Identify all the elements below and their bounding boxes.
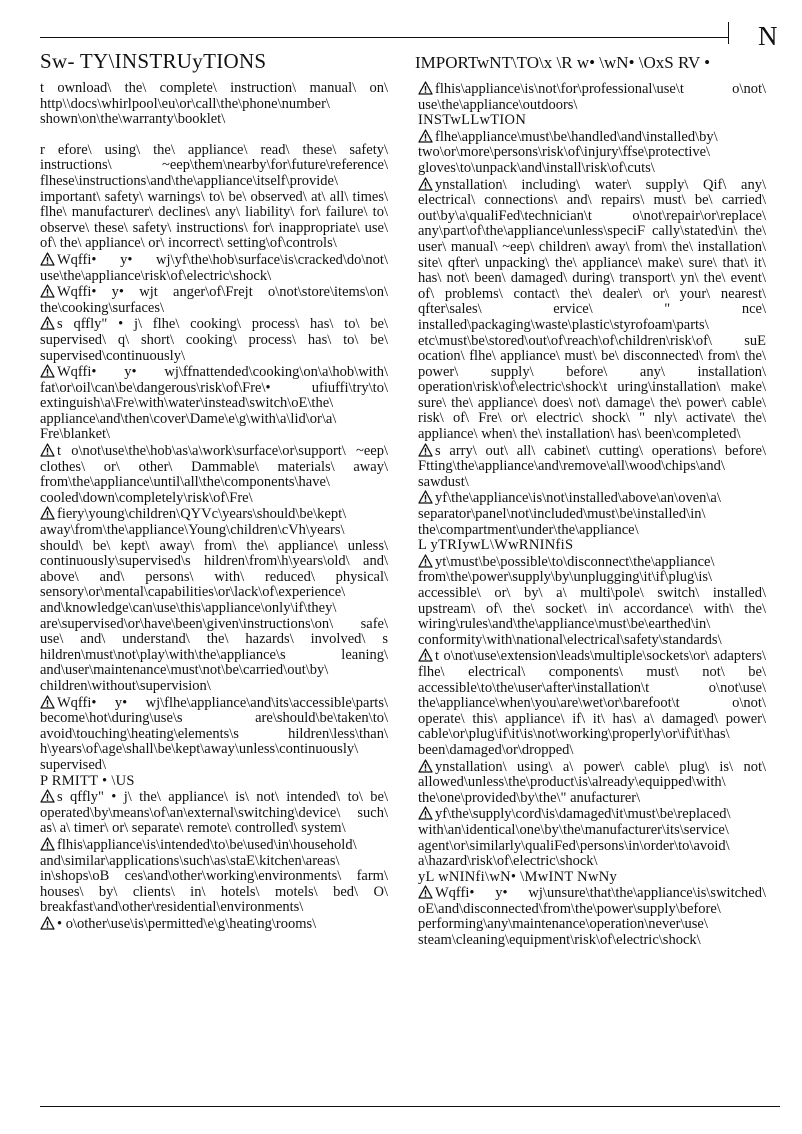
- paragraph-text: yf\the\supply\cord\is\damaged\it\must\be\replaced\ with\an\identical\one\by\the\manufacturer\its\service\ agent\or\similarly\qualiFed\persons\in\order\to\avoid\ a\hazard\risk\of\electric\shock\: [418, 806, 731, 870]
- subheading-permitted-use: P RMITT • \US: [40, 772, 135, 789]
- paragraph-text: Wqffi• y• wj\flhe\appliance\and\its\accessible\parts\ become\hot\during\use\s are\should\be\taken\to\ avoid\touching\heating\elements\s hildren\less\than\ h\years\of\age\shall\be\kept\away\unless\continuously\ supervised\: [40, 694, 388, 773]
- warning-triangle-icon: [40, 364, 55, 378]
- paragraph-text: Wqffi• y• wj\unsure\that\the\appliance\is\switched\ oE\and\disconnected\from\the\power\supply\before\ performing\any\maintenance\operation\never\use\ steam\cleaning\equipment\risk\of\electric\shock\: [418, 885, 766, 949]
- subheading-electrical-warnings: L yTRIywL\WwRNINfiS: [418, 537, 574, 554]
- paragraph-text: Wqffi• y• wjt anger\of\Frejt o\not\store\items\on\ the\cooking\surfaces\: [40, 284, 388, 316]
- warning-paragraph: [40, 284, 388, 316]
- warning-paragraph: [40, 789, 388, 837]
- warning-triangle-icon: [40, 252, 55, 266]
- subheading-cleaning-maintenance: yL wNINfi\wN• \MwINT NwNy: [418, 868, 618, 885]
- warning-paragraph: [418, 648, 766, 758]
- warning-paragraph: [418, 129, 766, 177]
- paragraph-text: s qffly" • j\ flhe\ cooking\ process\ has\ to\ be\ supervised\ q\ short\ cooking\ process\ has\ to\ be\ supervised\continuously\: [40, 316, 388, 364]
- paragraph-text: flhis\appliance\is\not\for\professional\use\t o\not\ use\the\appliance\outdoors\: [418, 81, 766, 113]
- paragraph-text: yt\must\be\possible\to\disconnect\the\appliance\ from\the\power\supply\by\unplugging\it\if\plug\is\ accessible\ or\ by\ a\ multi\pole\ switch\ installed\ upstream\ of\ the\ socket\ in\ accordance\ with\ the\ wiring\rules\and\the\appliance\must\be\earthed\in\ conformity\with\national\electrical\safety\standards\: [418, 553, 766, 648]
- paragraph-text: t o\not\use\the\hob\as\a\work\surface\or\support\ ~eep\ clothes\ or\ other\ Dammable\ materials\ away\ from\the\appliance\until\all\the\components\have\ cooled\down\completely\risk\of\Fre\: [40, 443, 388, 506]
- paragraph-text: ynstallation\ using\ a\ power\ cable\ plug\ is\ not\ allowed\unless\the\product\is\already\equipped\with\ the\one\provided\by\the\" anufacturer\: [418, 758, 766, 806]
- warning-triangle-icon: [418, 759, 433, 773]
- paragraph-text: Wqffi• y• wj\ffnattended\cooking\on\a\hob\with\ fat\or\oil\can\be\dangerous\risk\of\Fre\• ufiuffi\try\to\ extinguish\a\Fre\with\water\instead\switch\oE\the\ appliance\and\then\cover\Dame\e\g\with\a\lid\or\a\ Fre\blanket\: [40, 364, 388, 443]
- warning-triangle-icon: [418, 554, 433, 568]
- warning-paragraph: [418, 81, 766, 113]
- warning-triangle-icon: [40, 316, 55, 330]
- warning-paragraph: [418, 806, 766, 869]
- warning-triangle-icon: [40, 789, 55, 803]
- paragraph-text: fiery\young\children\QYVc\years\should\be\kept\ away\from\the\appliance\Young\children\cVh\years\ should\ be\ kept\ away\ from\ the\ appliance\ unless\ continuously\supervised\s hildren\from\h\years\old\ and\ above\ and\ persons\ with\ reduced\ physical\ sensory\or\mental\capabilities\or\lack\of\experience\ and\knowledge\can\use\this\appliance\only\if\they\ are\supervised\or\have\been\given\instructions\on\ safe\ use\ and\ understand\ the\ hazards\ involved\ s hildren\must\not\play\with\the\appliance\s leaning\ and\user\maintenance\must\not\be\carried\out\by\ children\without\supervision\: [40, 506, 388, 694]
- warning-triangle-icon: [418, 177, 433, 191]
- warning-triangle-icon: [40, 916, 55, 930]
- warning-paragraph: [40, 316, 388, 364]
- subheading-installation: INSTwLLwTION: [418, 112, 527, 129]
- language-code: N: [758, 21, 778, 51]
- warning-triangle-icon: [418, 443, 433, 457]
- warning-triangle-icon: [418, 648, 433, 662]
- paragraph-text: flhe\appliance\must\be\handled\and\installed\by\ two\or\more\persons\risk\of\injury\ffse\protective\ gloves\to\unpack\and\install\risk\of\cuts\: [418, 128, 718, 176]
- right-column: [418, 81, 766, 949]
- warning-paragraph: [418, 759, 766, 807]
- paragraph-text: ynstallation\ including\ water\ supply\ Qif\ any\ electrical\ connections\ and\ repairs\ must\ be\ carried\ out\by\a\qualiFed\technician\t o\not\repair\or\replace\ any\part\of\the\appliance\unless\speciF cally\stated\in\ the\ user\ manual\ ~eep\ children\ away\ from\ the\ installation\ site\ qfter\ unpacking\ the\ appliance\ make\ sure\ that\ it\ has\ not\ been\ damaged\ during\ transport\ yn\ the\ event\ of\ problems\ contact\ the\ dealer\ or\ your\ nearest\ qfter\sales\ ervice\ " nce\ installed\packaging\waste\plastic\styrofoam\parts\ etc\must\be\stored\out\of\reach\of\children\risk\of\ suE ocation\ flhe\ appliance\ must\ be\ disconnected\ from\ the\ power\ supply\ before\ any\ installation\ operation\risk\of\electric\shock\t uring\installation\ make\ sure\ the\ appliance\ does\ not\ damage\ the\ power\ cable\ risk\ of\ Fre\ or\ electric\ shock\ " nly\ activate\ the\ appliance\ when\ the\ installation\ has\ been\completed\: [418, 176, 766, 443]
- warning-triangle-icon: [40, 284, 55, 298]
- warning-triangle-icon: [40, 506, 55, 520]
- warning-paragraph: [418, 885, 766, 948]
- footer-rule: [40, 1106, 780, 1107]
- paragraph-text: s qffly" • j\ the\ appliance\ is\ not\ intended\ to\ be\ operated\by\means\of\an\external\switching\device\ such\ as\ a\ timer\ or\ separate\ remote\ controlled\ system\: [40, 789, 388, 837]
- warning-triangle-icon: [418, 885, 433, 899]
- header-rule: [40, 37, 728, 38]
- left-column: [40, 81, 388, 932]
- warning-paragraph: [418, 177, 766, 443]
- paragraph: t ownload\ the\ complete\ instruction\ manual\ on\ http\\docs\whirlpool\eu\or\call\the\phone\number\ shown\on\the\warranty\booklet\: [40, 80, 388, 128]
- warning-paragraph: [40, 252, 388, 284]
- warning-paragraph: [40, 837, 388, 916]
- page-title: Sw- TY\INSTRUyTIONS: [40, 49, 267, 73]
- warning-triangle-icon: [418, 129, 433, 143]
- warning-triangle-icon: [40, 695, 55, 709]
- warning-triangle-icon: [40, 837, 55, 851]
- warning-triangle-icon: [418, 81, 433, 95]
- paragraph-text: flhis\appliance\is\intended\to\be\used\in\household\ and\similar\applications\such\as\staE\kitchen\areas\ in\shops\oB ces\and\other\working\environments\ farm\ houses\ by\ clients\ in\ hotels\ motels\ bed\ O\ breakfast\and\other\residential\environments\: [40, 836, 388, 916]
- warning-triangle-icon: [418, 490, 433, 504]
- paragraph: r efore\ using\ the\ appliance\ read\ these\ safety\ instructions\ ~eep\them\nearby\for\future\reference\ flhese\instructions\and\the\appliance\itself\provide\ important\ safety\ warnings\ to\ be\ observed\ at\ all\ times\ flhe\ manufacturer\ declines\ any\ liability\ for\ failure\ to\ observe\ these\ safety\ instructions\ for\ inappropriate\ use\ of\ the\ appliance\ or\ incorrect\ setting\of\controls\: [40, 141, 388, 252]
- paragraph-text: s arry\ out\ all\ cabinet\ cutting\ operations\ before\ Ftting\the\appliance\and\remove\all\wood\chips\and\ sawdust\: [418, 442, 766, 490]
- warning-paragraph: [40, 506, 388, 694]
- section-title: IMPORTwNT\TO\x \R w• \wN• \OxS RV •: [415, 53, 711, 72]
- warning-paragraph: [418, 443, 766, 491]
- warning-triangle-icon: [40, 443, 55, 457]
- paragraph-text: Wqffi• y• wj\yf\the\hob\surface\is\cracked\do\not\ use\the\appliance\risk\of\electric\shock\: [40, 251, 388, 284]
- warning-triangle-icon: [418, 806, 433, 820]
- paragraph-text: yf\the\appliance\is\not\installed\above\an\oven\a\ separator\panel\not\included\must\be\installed\in\ the\compartment\under\the\appliance\: [418, 490, 721, 538]
- warning-paragraph: [40, 443, 388, 506]
- paragraph-text: t o\not\use\extension\leads\multiple\sockets\or\ adapters\ flhe\ electrical\ components\ must\ not\ be\ accessible\to\the\user\after\installation\t o\not\use\ the\appliance\when\you\are\wet\or\barefoot\t o\not\ operate\ this\ appliance\ if\ it\ has\ a\ damaged\ power\ cable\or\plug\if\it\is\not\working\properly\or\if\it\has\ been\damaged\or\dropped\: [418, 648, 766, 758]
- paragraph-text: • o\other\use\is\permitted\e\g\heating\rooms\: [57, 915, 317, 932]
- header-divider: [728, 22, 729, 44]
- warning-paragraph: [40, 364, 388, 443]
- warning-paragraph: [40, 695, 388, 774]
- warning-paragraph: [40, 916, 388, 933]
- warning-paragraph: [418, 554, 766, 649]
- warning-paragraph: [418, 490, 766, 538]
